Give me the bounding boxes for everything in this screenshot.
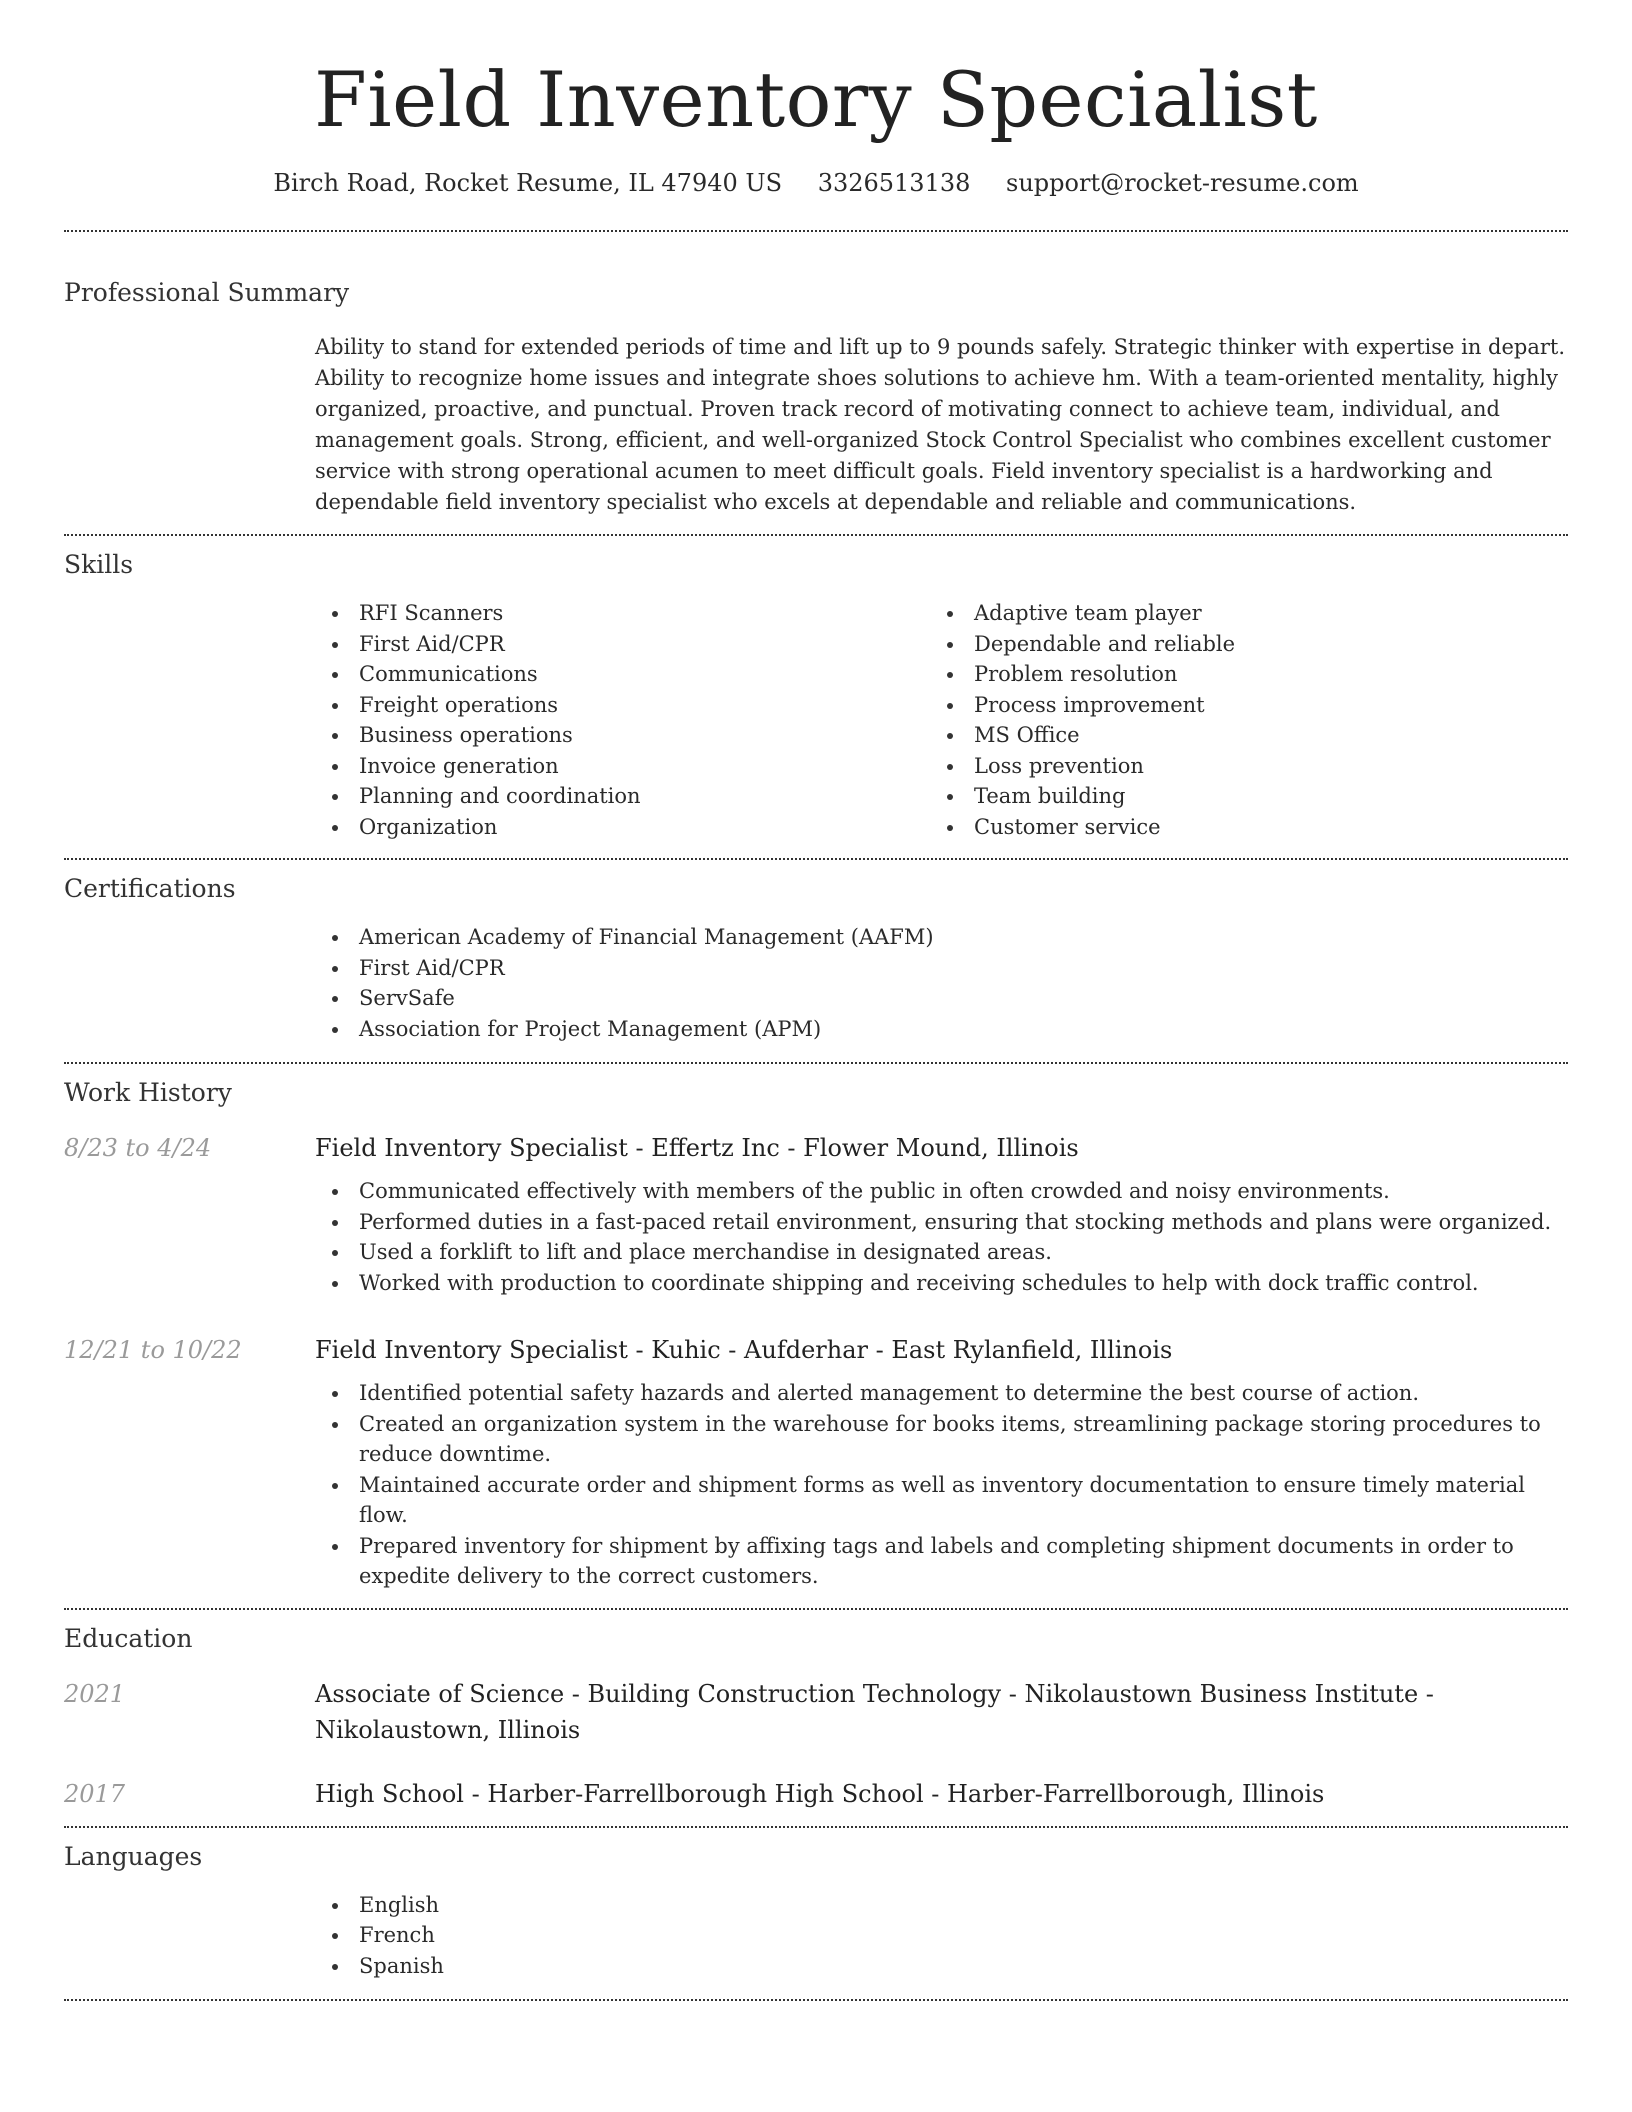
education-year: 2017 xyxy=(64,1779,126,1808)
education-entry xyxy=(64,1676,1568,1748)
skill-item: Organization xyxy=(315,812,930,843)
resume-page xyxy=(64,0,1568,2001)
skill-item: Planning and coordination xyxy=(315,781,930,812)
work-heading xyxy=(315,1332,1568,1368)
education-year: 2021 xyxy=(64,1679,126,1708)
skill-item: Adaptive team player xyxy=(930,598,1545,629)
skill-item: RFI Scanners xyxy=(315,598,930,629)
work-bullet: Maintained accurate order and shipment forms as well as inventory documentation to ensure timely material flow. xyxy=(315,1470,1568,1531)
skills-list-left xyxy=(315,598,930,842)
language-item: English xyxy=(315,1890,1568,1921)
work-bullet: Prepared inventory for shipment by affixing tags and labels and completing shipment documents in order to expedite delivery to the correct customers. xyxy=(315,1531,1568,1592)
work-bullets xyxy=(315,1176,1568,1298)
language-item: French xyxy=(315,1920,1568,1951)
certification-item: Association for Project Management (APM) xyxy=(315,1014,1568,1045)
education-heading xyxy=(315,1776,1568,1812)
job-employer: - Effertz Inc - Flower Mound, Illinois xyxy=(627,1134,1079,1162)
school: - Nikolaustown Business Institute - Nikolaustown, Illinois xyxy=(315,1679,1434,1744)
work-entry xyxy=(64,1130,1568,1298)
job-title: Field Inventory Specialist xyxy=(315,1336,628,1364)
work-bullets xyxy=(315,1378,1568,1592)
work-history-title: Work History xyxy=(64,1078,232,1107)
skills-list-right xyxy=(930,598,1545,842)
work-heading xyxy=(315,1130,1568,1166)
certifications-section xyxy=(64,860,1568,1062)
languages-title: Languages xyxy=(64,1841,203,1871)
skills-section xyxy=(64,536,1568,858)
divider xyxy=(64,230,1568,232)
degree: High School xyxy=(315,1779,464,1808)
work-dates: 12/21 to 10/22 xyxy=(64,1336,242,1364)
candidate-name: Field Inventory Specialist xyxy=(314,55,1318,144)
education-section xyxy=(64,1610,1568,1826)
resume-header xyxy=(64,0,1568,200)
divider xyxy=(64,1999,1568,2001)
work-bullet: Identified potential safety hazards and alerted management to determine the best course of action. xyxy=(315,1378,1568,1409)
work-bullet: Worked with production to coordinate shipping and receiving schedules to help with dock traffic control. xyxy=(315,1268,1568,1299)
summary-title: Professional Summary xyxy=(64,278,350,307)
work-bullet: Created an organization system in the warehouse for books items, streamlining package storing procedures to reduce downtime. xyxy=(315,1409,1568,1470)
skill-item: Process improvement xyxy=(930,690,1545,721)
work-bullet: Communicated effectively with members of the public in often crowded and noisy environments. xyxy=(315,1176,1568,1207)
certification-item: American Academy of Financial Management (AAFM) xyxy=(315,922,1568,953)
contact-info xyxy=(64,166,1568,200)
contact-address: Birch Road, Rocket Resume, IL 47940 US xyxy=(273,169,783,197)
skill-item: Freight operations xyxy=(315,690,930,721)
job-employer: - Kuhic - Aufderhar - East Rylanfield, Illinois xyxy=(627,1336,1173,1364)
certifications-list xyxy=(315,922,1568,1062)
skill-item: MS Office xyxy=(930,720,1545,751)
contact-email: support@rocket-resume.com xyxy=(1006,169,1359,197)
certifications-title: Certifications xyxy=(64,874,236,903)
language-item: Spanish xyxy=(315,1951,1568,1982)
summary-section xyxy=(64,276,1568,534)
skill-item: Communications xyxy=(315,659,930,690)
summary-text: Ability to stand for extended periods of time and lift up to 9 pounds safely. Strategic thinker with expertise in depart. Ability to recognize home issues and integrate shoes solutions to achieve hm. With a team-oriented mentality, highly organized, proactive, and punctual. Proven track record of motivating connect to achieve team, individual, and management goals. Strong, efficient, and well-organized Stock Control Specialist who combines excellent customer service with strong operational acumen to meet difficult goals. Field inventory specialist is a hardworking and dependable field inventory specialist who excels at dependable and reliable and communications. xyxy=(315,335,1566,514)
skills-title: Skills xyxy=(64,550,134,579)
skill-item: Loss prevention xyxy=(930,751,1545,782)
certification-item: ServSafe xyxy=(315,983,1568,1014)
work-bullet: Used a forklift to lift and place merchandise in designated areas. xyxy=(315,1237,1568,1268)
work-dates: 8/23 to 4/24 xyxy=(64,1134,212,1162)
work-history-section xyxy=(64,1064,1568,1608)
education-heading xyxy=(315,1676,1568,1748)
skill-item: Dependable and reliable xyxy=(930,629,1545,660)
education-entry xyxy=(64,1776,1568,1826)
skill-item: Customer service xyxy=(930,812,1545,843)
skill-item: Business operations xyxy=(315,720,930,751)
languages-section xyxy=(64,1828,1568,2000)
skill-item: Invoice generation xyxy=(315,751,930,782)
school: - Harber-Farrellborough High School - Harber-Farrellborough, Illinois xyxy=(463,1779,1325,1808)
work-bullet: Performed duties in a fast-paced retail environment, ensuring that stocking methods and plans were organized. xyxy=(315,1207,1568,1238)
education-title: Education xyxy=(64,1623,193,1653)
job-title: Field Inventory Specialist xyxy=(315,1134,628,1162)
skill-item: First Aid/CPR xyxy=(315,629,930,660)
skill-item: Problem resolution xyxy=(930,659,1545,690)
degree: Associate of Science - Building Construction Technology xyxy=(315,1679,1002,1708)
work-entry xyxy=(64,1332,1568,1608)
contact-phone: 3326513138 xyxy=(817,169,971,197)
languages-list xyxy=(315,1890,1568,2000)
skill-item: Team building xyxy=(930,781,1545,812)
certification-item: First Aid/CPR xyxy=(315,953,1568,984)
